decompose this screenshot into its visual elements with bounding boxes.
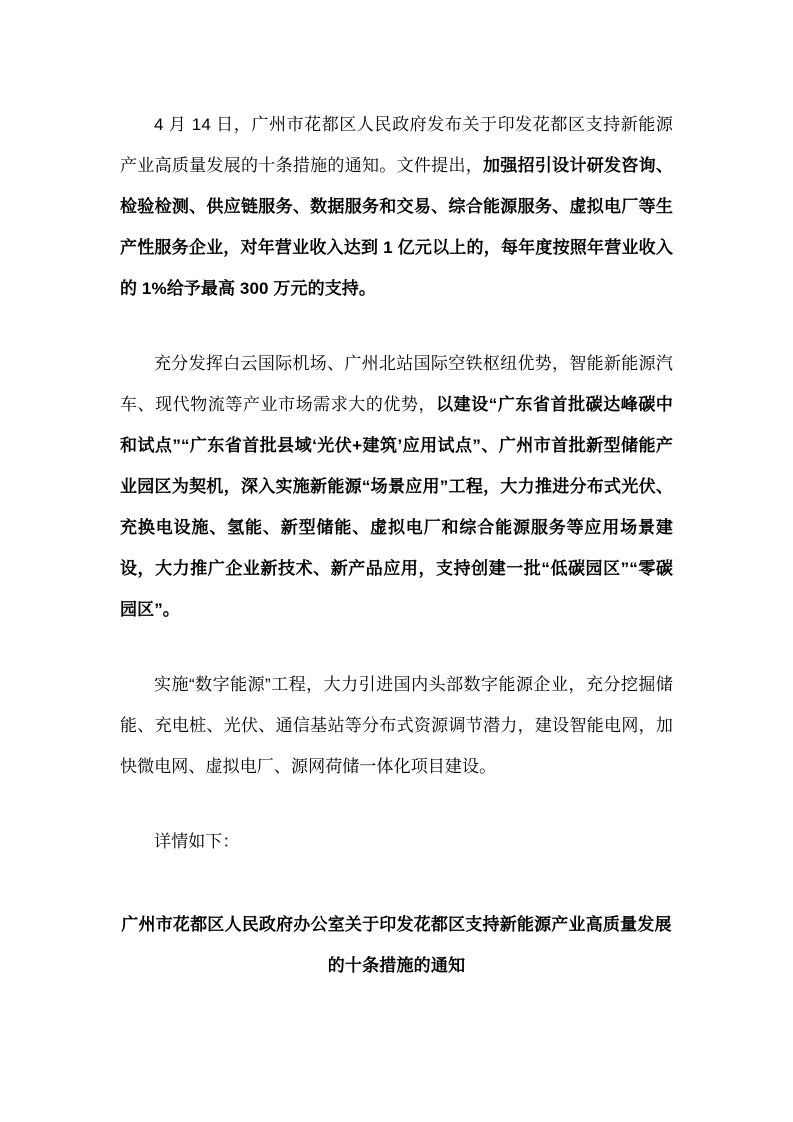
paragraph-2-run-regular: 充分发挥白云国际机场、广州北站国际空铁枢纽优势，智能新能源汽车、现代物流等产业市场需求大的优势， (120, 354, 673, 414)
paragraph-3 (120, 664, 673, 787)
paragraph-3-run-regular: 实施“数字能源”工程，大力引进国内头部数字能源企业，充分挖掘储能、充电桩、光伏、通信基站等分布式资源调节潜力，建设智能电网，加快微电网、虚拟电厂、源网荷储一体化项目建设。 (120, 675, 673, 776)
paragraph-2 (120, 343, 673, 630)
notice-title: 广州市花都区人民政府办公室关于印发花都区支持新能源产业高质量发展的十条措施的通知 (121, 915, 672, 975)
paragraph-1-run-bold: 加强招引设计研发咨询、检验检测、供应链服务、数据服务和交易、综合能源服务、虚拟电厂等生产性服务企业，对年营业收入达到 1 亿元以上的，每年度按照年营业收入的 1%给予最高 300 万元的支持。 (120, 156, 673, 298)
paragraph-4-details-follow (120, 821, 673, 862)
paragraph-1-run-regular: 4 月 14 日，广州市花都区人民政府发布关于印发花都区支持新能源产业高质量发展的十条措施的通知。文件提出， (120, 115, 673, 175)
notice-title-block (120, 904, 673, 986)
paragraph-1 (120, 104, 673, 309)
paragraph-2-run-bold: 以建设“广东省首批碳达峰碳中和试点”“广东省首批县域‘光伏+建筑’应用试点”、广州市首批新型储能产业园区为契机，深入实施新能源“场景应用”工程，大力推进分布式光伏、充换电设施、氢能、新型储能、虚拟电厂和综合能源服务等应用场景建设，大力推广企业新技术、新产品应用，支持创建一批“低碳园区”“零碳园区”。 (120, 395, 673, 619)
paragraph-4-run-regular: 详情如下： (154, 832, 240, 851)
document-text-body (120, 104, 673, 986)
